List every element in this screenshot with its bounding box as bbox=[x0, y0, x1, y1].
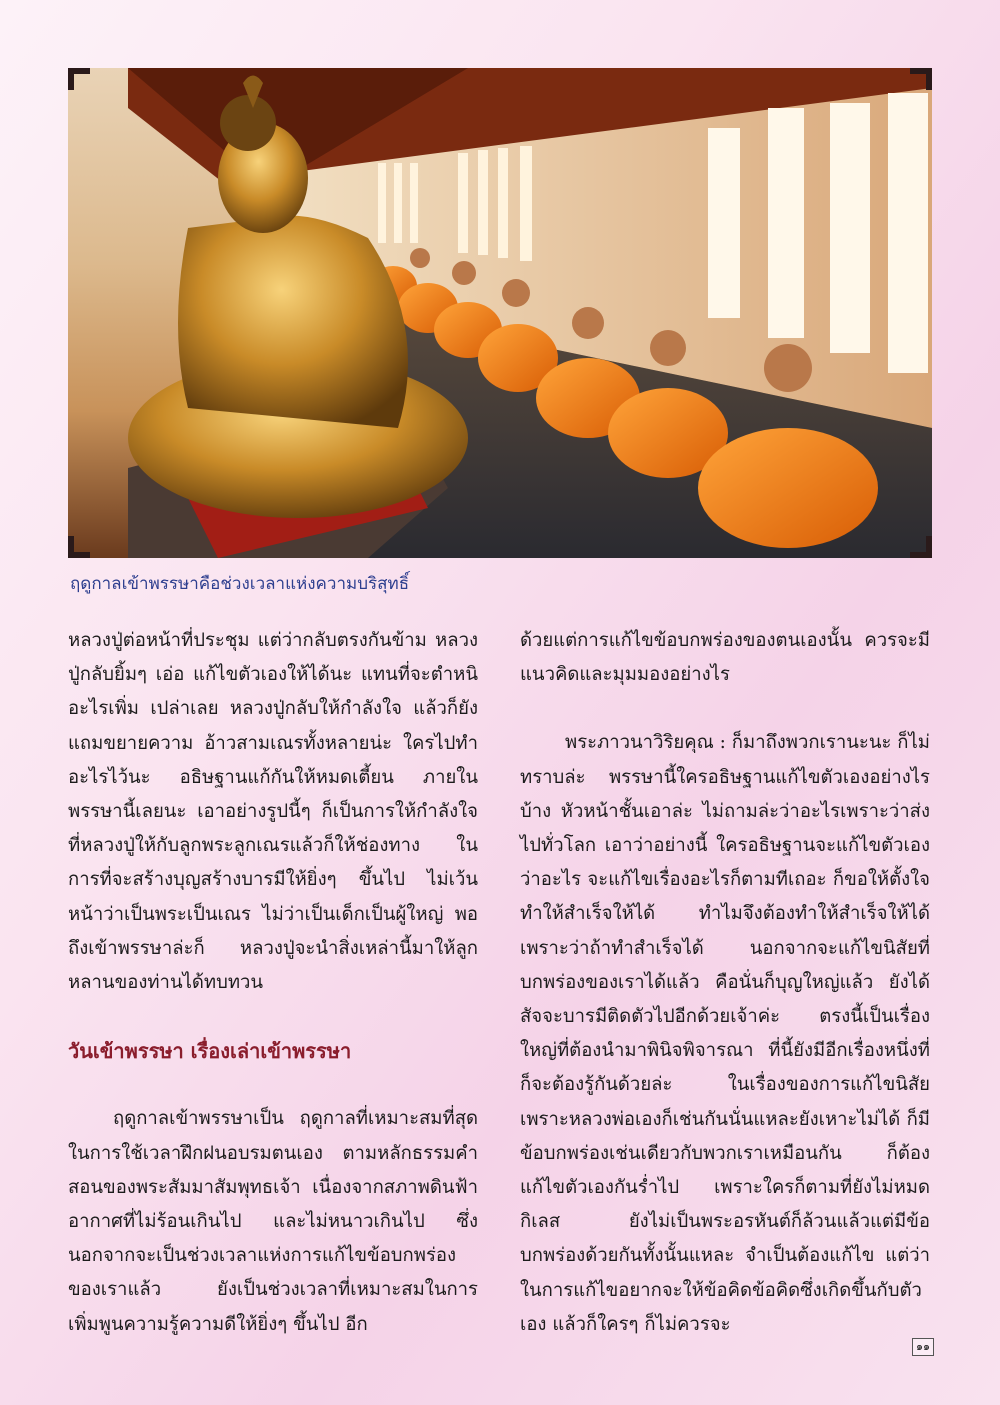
frame-corner-ornament bbox=[68, 536, 90, 558]
body-paragraph: พระภาวนาวิริยคุณ : ก็มาถึงพวกเรานะนะ ก็ไม่ทราบล่ะ พรรษานี้ใครอธิษฐานแก้ไขตัวเองอย่างไรบ้าง หัวหน้าชั้นเอาล่ะ ไม่ถามล่ะว่าอะไรเพราะว่าส่งไปทั่วโลก เอาว่าอย่างนี้ ใครอธิษฐานจะแก้ไขตัวเองว่าอะไร จะแก้ไขเรื่องอะไรก็ตามทีเถอะ ก็ขอให้ตั้งใจทำให้สำเร็จให้ได้ ทำไมจึงต้องทำให้สำเร็จให้ได้ เพราะว่าถ้าทำสำเร็จได้ นอกจากจะแก้ไขนิสัยที่บกพร่องของเราได้แล้ว คือนั่นก็บุญใหญ่แล้ว ยังได้สัจจะบารมีติดตัวไปอีกด้วยเจ้าค่ะ ตรงนี้เป็นเรื่องใหญ่ที่ต้องนำมาพินิจพิจารณา ที่นี้ยังมีอีกเรื่องหนึ่งที่ก็จะต้องรู้กันด้วยล่ะ ในเรื่องของการแก้ไขนิสัย เพราะหลวงพ่อเองก็เช่นกันนั่นแหละยังเหาะไม่ได้ ก็มีข้อบกพร่องเช่นเดียวกับพวกเราเหมือนกัน ก็ต้องแก้ไขตัวเองกันร่ำไป เพราะใครก็ตามที่ยังไม่หมดกิเลส ยังไม่เป็นพระอรหันต์ก็ล้วนแล้วแต่มีข้อบกพร่องด้วยกันทั้งนั้นแหละ จำเป็นต้องแก้ไข แต่ว่าในการแก้ไขอยากจะให้ข้อคิดข้อคิดซึ่งเกิดขึ้นกับตัวเอง แล้วก็ใครๆ ก็ไม่ควรจะ bbox=[520, 732, 930, 1335]
paragraph-gap bbox=[520, 692, 930, 726]
article-photo bbox=[68, 68, 932, 558]
photo-caption: ฤดูกาลเข้าพรรษาคือช่วงเวลาแห่งความบริสุทธิ์ bbox=[70, 574, 410, 594]
frame-corner-ornament bbox=[910, 536, 932, 558]
body-paragraph: ฤดูกาลเข้าพรรษาเป็น ฤดูกาลที่เหมาะสมที่สุดในการใช้เวลาฝึกฝนอบรมตนเอง ตามหลักธรรมคำสอนของพระสัมมาสัมพุทธเจ้า เนื่องจากสภาพดินฟ้าอากาศที่ไม่ร้อนเกินไป และไม่หนาวเกินไป ซึ่งนอกจากจะเป็นช่วงเวลาแห่งการแก้ไขข้อบกพร่องของเราแล้ว ยังเป็นช่วงเวลาที่เหมาะสมในการเพิ่มพูนความรู้ความดีให้ยิ่งๆ ขึ้นไป อีก bbox=[68, 1108, 478, 1335]
left-column bbox=[68, 624, 478, 1342]
page-number: ๑๑ bbox=[912, 1338, 934, 1356]
frame-corner-ornament bbox=[68, 68, 90, 90]
section-heading: วันเข้าพรรษา เรื่องเล่าเข้าพรรษา bbox=[68, 1039, 352, 1064]
right-column bbox=[520, 624, 930, 1342]
frame-corner-ornament bbox=[910, 68, 932, 90]
body-paragraph: ด้วยแต่การแก้ไขข้อบกพร่องของตนเองนั้น ควรจะมีแนวคิดและมุมมองอย่างไร bbox=[520, 630, 930, 686]
body-paragraph: หลวงปู่ต่อหน้าที่ประชุม แต่ว่ากลับตรงกันข้าม หลวงปู่กลับยิ้มๆ เอ่อ แก้ไขตัวเองให้ได้นะ แทนที่จะตำหนิอะไรเพิ่ม เปล่าเลย หลวงปู่กลับให้กำลังใจ แล้วก็ยังแถมขยายความ อ้าวสามเณรทั้งหลายน่ะ ใครไปทำอะไรไว้นะ อธิษฐานแก้กันให้หมดเตี้ยน ภายในพรรษานี้เลยนะ เอาอย่างรูปนี้ๆ ก็เป็นการให้กำลังใจที่หลวงปู่ให้กับลูกพระลูกเณรแล้วก็ให้ช่องทาง ในการที่จะสร้างบุญสร้างบารมีให้ยิ่งๆ ขึ้นไป ไม่เว้นหน้าว่าเป็นพระเป็นเณร ไม่ว่าเป็นเด็กเป็นผู้ใหญ่ พอถึงเข้าพรรษาล่ะก็ หลวงปู่จะนำสิ่งเหล่านี้มาให้ลูกหลานของท่านได้ทบทวน bbox=[68, 630, 478, 994]
photo-monks-meditating-buddha-statue bbox=[68, 68, 932, 558]
